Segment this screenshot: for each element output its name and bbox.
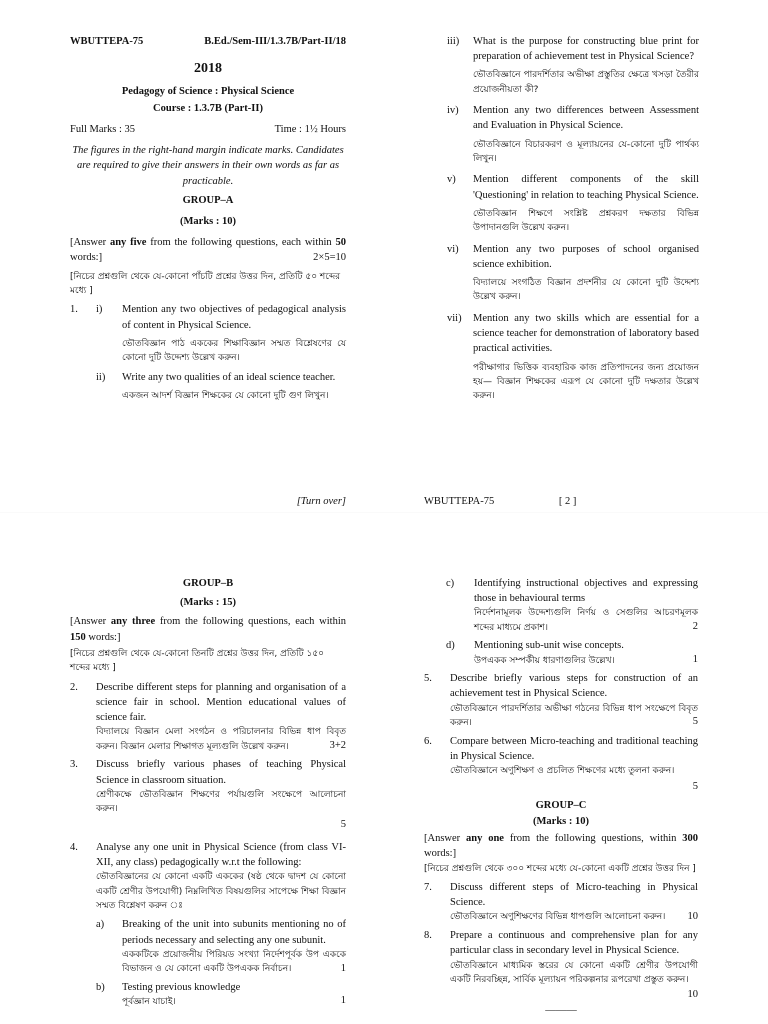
question-text: Compare between Micro-teaching and traditional teaching in Physical Science. [450, 735, 698, 762]
question-number: 6. [424, 735, 432, 747]
question-1iii [447, 34, 699, 97]
general-instructions: The figures in the right-hand margin indicate marks. Candidates are required to give their answers in their own words as far as practicable. [72, 145, 344, 187]
group-a-marks: (Marks : 10) [180, 216, 236, 228]
turn-over-note: [Turn over] [296, 496, 346, 507]
sub-number: a) [96, 919, 105, 931]
question-text-bn: এককটিকে প্রয়োজনীয় পিরিয়ড সংখ্যা নির্দেশপূর্বক উপ এককে বিভাজন ও যে কোনো একটি উপএকক নির্বাচন। [122, 949, 346, 975]
question-1ii [96, 370, 346, 404]
sub-number: iii) [447, 36, 460, 47]
sub-number: v) [447, 174, 456, 186]
question-1 [70, 302, 346, 403]
instr-text: from the following questions, each within [155, 616, 347, 628]
question-text: Mention any two purposes of school organised science exhibition. [473, 243, 699, 270]
question-2 [70, 680, 346, 754]
question-marks: 5 [692, 780, 698, 792]
question-3 [70, 757, 346, 831]
instr-text: from the following questions, each within [146, 237, 336, 249]
full-marks: Full Marks : 35 [70, 123, 136, 135]
question-text-bn: পরীক্ষাগার ভিত্তিক ব্যবহারিক কাজ প্রতিপাদনের জন্য প্রয়োজন হয়— বিজ্ঞান শিক্ষকের এরূপ যে কোনো দুটি দক্ষতার উল্লেখ করুন। [473, 362, 699, 402]
question-text: Mention any two differences between Assessment and Evaluation in Physical Science. [473, 105, 699, 132]
group-b-marks: (Marks : 15) [180, 597, 236, 609]
exam-year: 2018 [194, 61, 222, 77]
question-marks: 1 [340, 995, 346, 1007]
sub-number: vii) [447, 312, 462, 324]
question-text: Identifying instructional objectives and expressing those in behavioural terms [474, 578, 698, 605]
question-text-bn: ভৌতবিজ্ঞানের যে কোনো একটি এককের (ষষ্ঠ থেকে দ্বাদশ যে কোনো একটি শ্রেণীর উপযোগী) নিম্নলিখিত বিষয়গুলির সাপেক্ষে শিক্ষা বিজ্ঞান সম্মত বিশ্লেষণ করুন ঃ [96, 872, 346, 911]
group-c-marks: (Marks : 10) [533, 815, 589, 827]
question-text: Mention any two objectives of pedagogical analysis of content in Physical Science. [122, 304, 346, 331]
group-a-heading: GROUP–A [182, 194, 234, 206]
instr-bold: any five [109, 237, 147, 249]
group-a-instruction-bn: [নিচের প্রশ্নগুলি থেকে যে-কোনো পাঁচটি প্রশ্নের উত্তর দিন, প্রতিটি ৫০ শব্দের মধ্যে ] [70, 271, 341, 297]
question-marks: 10 [687, 989, 698, 1001]
question-text: Analyse any one unit in Physical Science (from class VI-XII, any class) pedagogically w.r.t the following: [96, 841, 346, 868]
question-1iv [447, 103, 699, 166]
group-b-instruction [70, 614, 346, 644]
question-marks: 5 [340, 818, 346, 830]
question-text: Describe different steps for planning and organisation of a science fair in school. Mention educational values of science fair. [96, 681, 346, 724]
question-number: 2. [70, 681, 78, 693]
sub-number: b) [96, 981, 105, 993]
question-text-bn: ভৌতবিজ্ঞানে পারদর্শিতার অভীক্ষা প্রস্তুতির ক্ষেত্রে খসড়া তৈরীর প্রয়োজনীয়তা কী? [473, 70, 699, 95]
question-number: 1. [70, 304, 78, 316]
page-4-column [424, 576, 698, 1018]
question-text-bn: নির্দেশনামূলক উদ্দেশ্যগুলি নির্ণয় ও সেগুলির আচরণমূলক শব্দের মাধ্যমে প্রকাশ। [474, 608, 698, 633]
question-4a [96, 917, 346, 975]
instr-text: words:] [70, 252, 103, 264]
question-text: Breaking of the unit into subunits mentioning no of periods necessary and selecting any one subunit. [122, 919, 346, 946]
instr-bold: any one [466, 833, 504, 845]
question-text: Mentioning sub-unit wise concepts. [474, 640, 624, 652]
question-text: Discuss different steps of Micro-teaching in Physical Science. [450, 882, 698, 909]
question-text-bn: ভৌতবিজ্ঞানে অণুশিক্ষণ ও প্রচলিত শিক্ষণের মধ্যে তুলনা করুন। [450, 766, 675, 777]
sub-number: d) [446, 640, 455, 652]
group-a-instruction [70, 235, 346, 265]
group-b-instruction-bn: [নিচের প্রশ্নগুলি থেকে যে-কোনো তিনটি প্রশ্নের উত্তর দিন, প্রতিটি ১৫০ শব্দের মধ্যে ] [70, 648, 325, 674]
question-number: 8. [424, 930, 432, 942]
instr-text: words:] [85, 631, 121, 643]
question-number: 3. [70, 759, 78, 771]
sub-number: iv) [447, 105, 459, 117]
page-header [70, 34, 346, 49]
page-2-column [447, 34, 699, 404]
question-text: Testing previous knowledge [122, 981, 241, 993]
course-title: Course : 1.3.7B (Part-II) [153, 102, 263, 114]
question-text-bn: একজন আদর্শ বিজ্ঞান শিক্ষকের যে কোনো দুটি গুণ লিখুন। [122, 390, 329, 401]
group-b-heading: GROUP–B [182, 578, 234, 589]
question-4d [424, 638, 698, 667]
question-marks: 1 [692, 654, 698, 666]
question-text-bn: ভৌতবিজ্ঞানে পারদর্শিতার অভীক্ষা গঠনের বিভিন্ন ধাপ সংক্ষেপে বিবৃত করুন। [450, 703, 698, 729]
group-c-instruction-bn: [নিচের প্রশ্নগুলি থেকে ৩০০ শব্দের মধ্যে যে-কোনো একটি প্রশ্নের উত্তর দিন ] [424, 863, 696, 874]
sub-number: vi) [447, 243, 459, 255]
group-a-marks-formula: 2×5=10 [313, 252, 346, 264]
question-text: Mention any two skills which are essential for a science teacher for demonstration of laboratory based practical activities. [473, 312, 699, 355]
question-5 [424, 671, 698, 729]
question-marks: 5 [692, 716, 698, 728]
question-text-bn: বিদ্যালয়ে সংগঠিত বিজ্ঞান প্রদর্শনীর যে কোনো দুটি উদ্দেশ্য উল্লেখ করুন। [473, 278, 699, 303]
group-c-heading: GROUP–C [535, 799, 587, 811]
instr-bold: 150 [70, 631, 86, 643]
group-c-instruction [424, 831, 698, 861]
marks-time-row [70, 122, 346, 137]
question-text: Prepare a continuous and comprehensive plan for any particular class in secondary level in Physical Science. [450, 930, 698, 957]
question-body [96, 302, 346, 403]
question-1v [447, 172, 699, 235]
question-4b [96, 980, 346, 1009]
instr-text: words:] [424, 848, 457, 860]
page-2-footer [424, 494, 624, 509]
end-mark: ——— [545, 1004, 577, 1016]
question-7 [424, 880, 698, 924]
question-text-bn: শ্রেণীকক্ষে ভৌতবিজ্ঞান শিক্ষণের পর্যায়গুলি সংক্ষেপে আলোচনা করুন। [96, 789, 346, 815]
question-text: Discuss briefly various phases of teaching Physical Science in classroom situation. [96, 759, 346, 786]
question-text-bn: উপএকক সম্পর্কীয় ধারণাগুলির উল্লেখ। [474, 655, 615, 666]
question-marks: 2 [692, 621, 698, 633]
page-divider [0, 512, 768, 513]
subject-title: Pedagogy of Science : Physical Science [121, 85, 295, 97]
question-1vii [447, 311, 699, 404]
question-number: 7. [424, 882, 432, 894]
question-4 [70, 840, 346, 1009]
paper-code: WBUTTEPA-75 [70, 36, 144, 47]
question-text: What is the purpose for constructing blue print for preparation of achievement test in Physical Science? [473, 36, 699, 63]
instr-text: [Answer [70, 237, 110, 249]
instr-text: [Answer [70, 616, 111, 628]
instr-bold: 300 [682, 833, 699, 845]
time-allowed: Time : 1½ Hours [274, 123, 346, 135]
question-4c [424, 576, 698, 634]
question-marks: 1 [340, 962, 346, 974]
question-1vi [447, 242, 699, 305]
question-text: Mention different components of the skill 'Questioning' in relation to teaching Physical Science. [473, 174, 699, 201]
question-8 [424, 928, 698, 1002]
question-1i [96, 302, 346, 365]
question-text-bn: ভৌতবিজ্ঞানে অণুশিক্ষণের বিভিন্ন ধাপগুলি আলোচনা করুন। [450, 912, 666, 923]
instr-bold: 50 [335, 237, 346, 249]
page-number: [ 2 ] [558, 496, 577, 507]
question-text: Write any two qualities of an ideal science teacher. [122, 371, 336, 383]
question-6 [424, 734, 698, 794]
question-text-bn: বিদ্যালয়ে বিজ্ঞান মেলা সংগঠন ও পরিচালনার বিভিন্ন ধাপ বিবৃত করুন। বিজ্ঞান মেলার শিক্ষাগত মূল্যগুলি উল্লেখ করুন। [96, 727, 346, 752]
question-text-bn: ভৌতবিজ্ঞানে মাধ্যমিক স্তরের যে কোনো একটি শ্রেণীর উপযোগী একটি নিরবচ্ছিন্ন, সার্বিক মূল্যায়ন পরিকল্পনার রূপরেখা প্রস্তুত করুন। [450, 960, 698, 985]
question-number: 5. [424, 673, 432, 685]
question-marks: 3+2 [329, 740, 346, 752]
sub-number: ii) [96, 371, 106, 383]
question-number: 4. [70, 841, 78, 853]
question-text-bn: ভৌতবিজ্ঞান পাঠ এককের শিক্ষাবিজ্ঞান সম্মত বিশ্লেষণের যে কোনো দুটি উদ্দেশ্য উল্লেখ করুন। [122, 338, 346, 364]
instr-text: [Answer [424, 833, 467, 845]
question-marks: 10 [687, 910, 698, 922]
instr-text: from the following questions, within [503, 833, 683, 845]
question-text: Describe briefly various steps for construction of an achievement test in Physical Science. [450, 673, 698, 700]
footer-code: WBUTTEPA-75 [424, 496, 495, 507]
page-3-column [70, 576, 346, 1009]
question-text-bn: পূর্বজ্ঞান যাচাই। [122, 997, 176, 1008]
question-text-bn: ভৌতবিজ্ঞানে বিচারকরণ ও মূল্যায়নের যে-কোনো দুটি পার্থক্য লিখুন। [473, 139, 699, 165]
instr-bold: any three [110, 616, 156, 628]
question-text-bn: ভৌতবিজ্ঞান শিক্ষণে সংশ্লিষ্ট প্রশ্নকরণ দক্ষতার বিভিন্ন উপাদানগুলি উল্লেখ করুন। [473, 208, 699, 234]
sub-number: c) [446, 578, 455, 589]
page-1-column [70, 34, 346, 507]
sub-number: i) [96, 304, 103, 316]
course-code: B.Ed./Sem-III/1.3.7B/Part-II/18 [204, 36, 346, 47]
